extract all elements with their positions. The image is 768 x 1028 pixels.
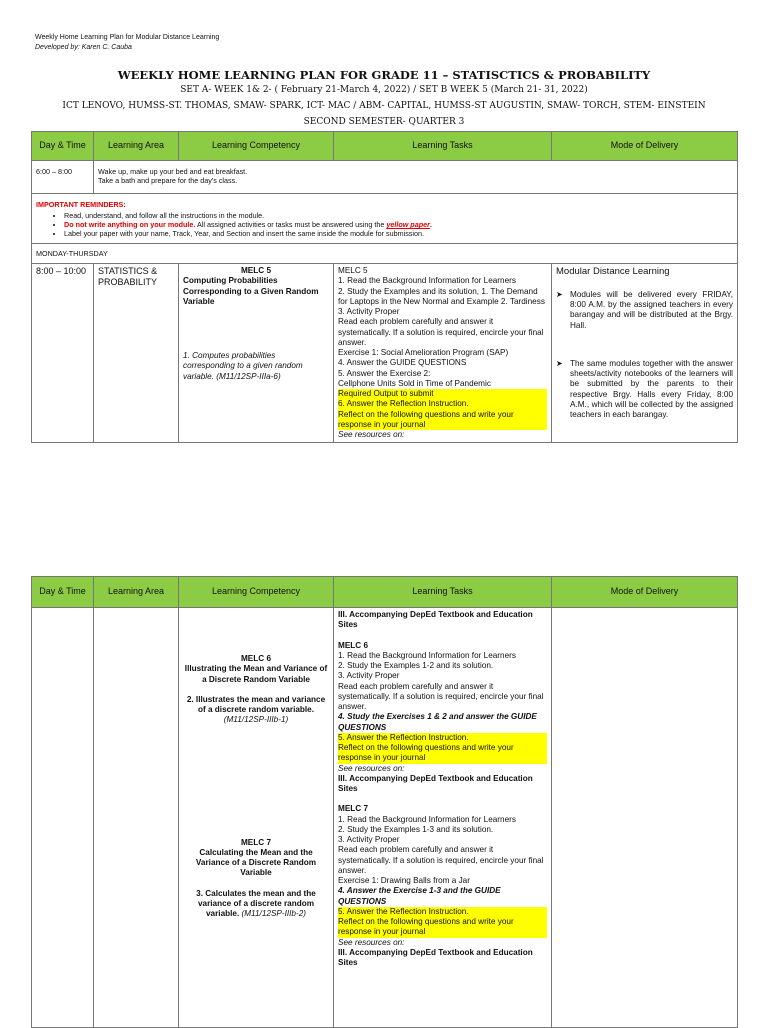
plan-title: WEEKLY HOME LEARNING PLAN FOR GRADE 11 – STATISCTICS & PROBABILITY bbox=[117, 68, 651, 82]
semester-label: SECOND SEMESTER- QUARTER 3 bbox=[303, 117, 465, 127]
task-line: 2. Study the Examples 1-3 and its solution. bbox=[338, 824, 494, 834]
morning-line-2: Take a bath and prepare for the day's class. bbox=[98, 176, 238, 185]
document-header: Weekly Home Learning Plan for Modular Distance Learning bbox=[35, 34, 220, 41]
melc-7-name: Calculating the Mean and the Variance of a Discrete Random Variable bbox=[195, 847, 317, 878]
competency-name: Computing Probabilities Corresponding to a Given Random Variable bbox=[183, 276, 319, 306]
highlighted-task: 5. Answer the Reflection Instruction. bbox=[338, 907, 547, 917]
task-melc: MELC 6 bbox=[338, 640, 369, 650]
see-resources: See resources on: bbox=[338, 937, 405, 947]
highlighted-task: Reflect on the following questions and write your response in your journal bbox=[338, 410, 547, 431]
melc-7-code: (M11/12SP-IIIb-2) bbox=[241, 909, 306, 918]
task-line: 2. Study the Examples and its solution, 1. The Demand for Laptops in the New Normal and Example 2. Tardiness bbox=[338, 286, 545, 306]
melc-6-detail-text: 2. Illustrates the mean and variance of a discrete random variable. bbox=[186, 694, 326, 714]
task-line: 5. Answer the Exercise 2: bbox=[338, 368, 431, 378]
task-line: 4. Study the Exercises 1 & 2 and answer the GUIDE QUESTIONS bbox=[338, 712, 537, 732]
task-line: Cellphone Units Sold in Time of Pandemic bbox=[338, 378, 491, 388]
developer-credit: Developed by: Karen C. Cauba bbox=[35, 44, 132, 51]
task-line: 1. Read the Background Information for Learners bbox=[338, 650, 516, 660]
learning-plan-table-2 bbox=[31, 576, 738, 1028]
header-learning-area: Learning Area bbox=[94, 132, 179, 161]
competency-detail: 1. Computes probabilities corresponding to a given random variable. (M11/12SP-IIIa-6) bbox=[183, 351, 303, 381]
header-learning-tasks: Learning Tasks bbox=[334, 577, 552, 608]
reminder-item: • Label your paper with your name, Track, Year, and Section and insert the same inside the module for submission. bbox=[64, 229, 733, 238]
empty-time-cell bbox=[32, 608, 94, 1028]
task-line: 3. Activity Proper bbox=[338, 835, 400, 844]
reminders-list bbox=[36, 211, 733, 238]
melc-6-detail bbox=[183, 695, 329, 726]
highlighted-task: Reflect on the following questions and write your response in your journal bbox=[338, 917, 547, 938]
header-learning-area: Learning Area bbox=[94, 577, 179, 608]
resources-heading: III. Accompanying DepEd Textbook and Education Sites bbox=[338, 610, 533, 630]
melc-title: MELC 5 bbox=[240, 266, 272, 275]
important-reminders bbox=[32, 194, 738, 244]
mode-item-2 bbox=[556, 359, 733, 421]
task-line: 1. Read the Background Information for Learners bbox=[338, 276, 516, 286]
sections-list: ICT LENOVO, HUMSS-ST. THOMAS, SMAW- SPARK, ICT- MAC / ABM- CAPITAL, HUMSS-ST AUGUSTIN, SMAW- TORCH, STEM- EINSTEIN bbox=[62, 101, 706, 111]
competency-cell-2 bbox=[179, 608, 334, 1028]
header-learning-tasks: Learning Tasks bbox=[334, 132, 552, 161]
reminder-item bbox=[64, 220, 733, 229]
task-line: 3. Activity Proper bbox=[338, 671, 400, 681]
arrow-bullet-icon: ➤ bbox=[556, 289, 563, 299]
header-mode-of-delivery: Mode of Delivery bbox=[552, 577, 738, 608]
session-time: 8:00 – 10:00 bbox=[32, 264, 94, 443]
melc-7-detail bbox=[183, 889, 329, 920]
highlighted-task: Required Output to submit bbox=[338, 389, 547, 399]
highlighted-task: 5. Answer the Reflection Instruction. bbox=[338, 733, 547, 743]
task-line: Read each problem carefully and answer it systematically. If a solution is required, encircle your final answer. bbox=[338, 845, 544, 875]
see-resources: See resources on: bbox=[338, 763, 405, 773]
task-line: Read each problem carefully and answer it systematically. If a solution is required, encircle your final answer. bbox=[338, 317, 544, 347]
mode-title: Modular Distance Learning bbox=[556, 266, 670, 277]
highlighted-task: 6. Answer the Reflection Instruction. bbox=[338, 399, 547, 409]
resources-line: III. Accompanying DepEd Textbook and Education Sites bbox=[338, 773, 533, 793]
mode-cell bbox=[552, 264, 738, 443]
days-label: MONDAY-THURSDAY bbox=[32, 244, 738, 264]
header-mode-of-delivery: Mode of Delivery bbox=[552, 132, 738, 161]
task-melc: MELC 5 bbox=[338, 266, 368, 275]
melc-6-title: MELC 6 bbox=[240, 654, 272, 663]
empty-area-cell bbox=[94, 608, 179, 1028]
empty-mode-cell bbox=[552, 608, 738, 1028]
header-learning-competency: Learning Competency bbox=[179, 132, 334, 161]
melc-6-name: Illustrating the Mean and Variance of a Discrete Random Variable bbox=[184, 664, 328, 684]
tasks-cell bbox=[334, 264, 552, 443]
reminder-warning: Do not write anything on your module. bbox=[64, 220, 196, 229]
task-line: 4. Answer the GUIDE QUESTIONS bbox=[338, 358, 467, 368]
melc-7-title: MELC 7 bbox=[240, 837, 272, 847]
tasks-cell-2 bbox=[334, 608, 552, 1028]
task-melc: MELC 7 bbox=[338, 804, 369, 814]
competency-cell bbox=[179, 264, 334, 443]
header-day-time: Day & Time bbox=[32, 577, 94, 608]
yellow-paper-link[interactable]: yellow paper bbox=[386, 220, 430, 229]
learning-area: STATISTICS & PROBABILITY bbox=[94, 264, 179, 443]
task-line: 4. Answer the Exercise 1-3 and the GUIDE QUESTIONS bbox=[338, 886, 501, 906]
highlighted-task: Reflect on the following questions and write your response in your journal bbox=[338, 743, 547, 764]
melc-7-detail-text: 3. Calculates the mean and the variance of a discrete random variable. bbox=[196, 888, 316, 918]
mode-text-1: Modules will be delivered every FRIDAY, 8:00 A.M. by the assigned teachers in every barangay and will be distributed at the Brgy. Hall. bbox=[570, 289, 733, 330]
reminder-item: • Read, understand, and follow all the instructions in the module. bbox=[64, 211, 733, 220]
task-line: Exercise 1: Drawing Balls from a Jar bbox=[338, 876, 470, 885]
task-line: 1. Read the Background Information for Learners bbox=[338, 814, 516, 824]
reminders-title: IMPORTANT REMINDERS: bbox=[36, 200, 126, 209]
arrow-bullet-icon: ➤ bbox=[556, 358, 563, 368]
mode-item-1 bbox=[556, 290, 733, 331]
set-dates: SET A- WEEK 1& 2- ( February 21-March 4, 2022) / SET B WEEK 5 (March 21- 31, 2022) bbox=[180, 85, 588, 95]
learning-plan-table-1 bbox=[31, 131, 738, 443]
task-line: 3. Activity Proper bbox=[338, 307, 400, 316]
task-line: Read each problem carefully and answer it systematically. If a solution is required, encircle your final answer. bbox=[338, 681, 544, 711]
reminder-text: All assigned activities or tasks must be answered using the bbox=[195, 220, 387, 229]
morning-routine bbox=[94, 161, 738, 194]
reminder-period: . bbox=[429, 220, 432, 229]
header-day-time: Day & Time bbox=[32, 132, 94, 161]
task-line: Exercise 1: Social Amelioration Program (SAP) bbox=[338, 348, 509, 357]
resources-line: III. Accompanying DepEd Textbook and Education Sites bbox=[338, 947, 533, 967]
see-resources: See resources on: bbox=[338, 430, 405, 439]
task-line: 2. Study the Examples 1-2 and its solution. bbox=[338, 661, 494, 670]
morning-time: 6:00 – 8:00 bbox=[32, 161, 94, 194]
mode-text-2: The same modules together with the answer sheets/activity notebooks of the learners will be submitted by the parents to their respective Brgy. Halls every Friday, 8:00 A.M., which will be collected by the assigned teachers in each barangay. bbox=[570, 358, 733, 420]
morning-line-1: Wake up, make up your bed and eat breakfast. bbox=[98, 167, 248, 176]
header-learning-competency: Learning Competency bbox=[179, 577, 334, 608]
melc-6-code: (M11/12SP-IIIb-1) bbox=[223, 715, 289, 725]
